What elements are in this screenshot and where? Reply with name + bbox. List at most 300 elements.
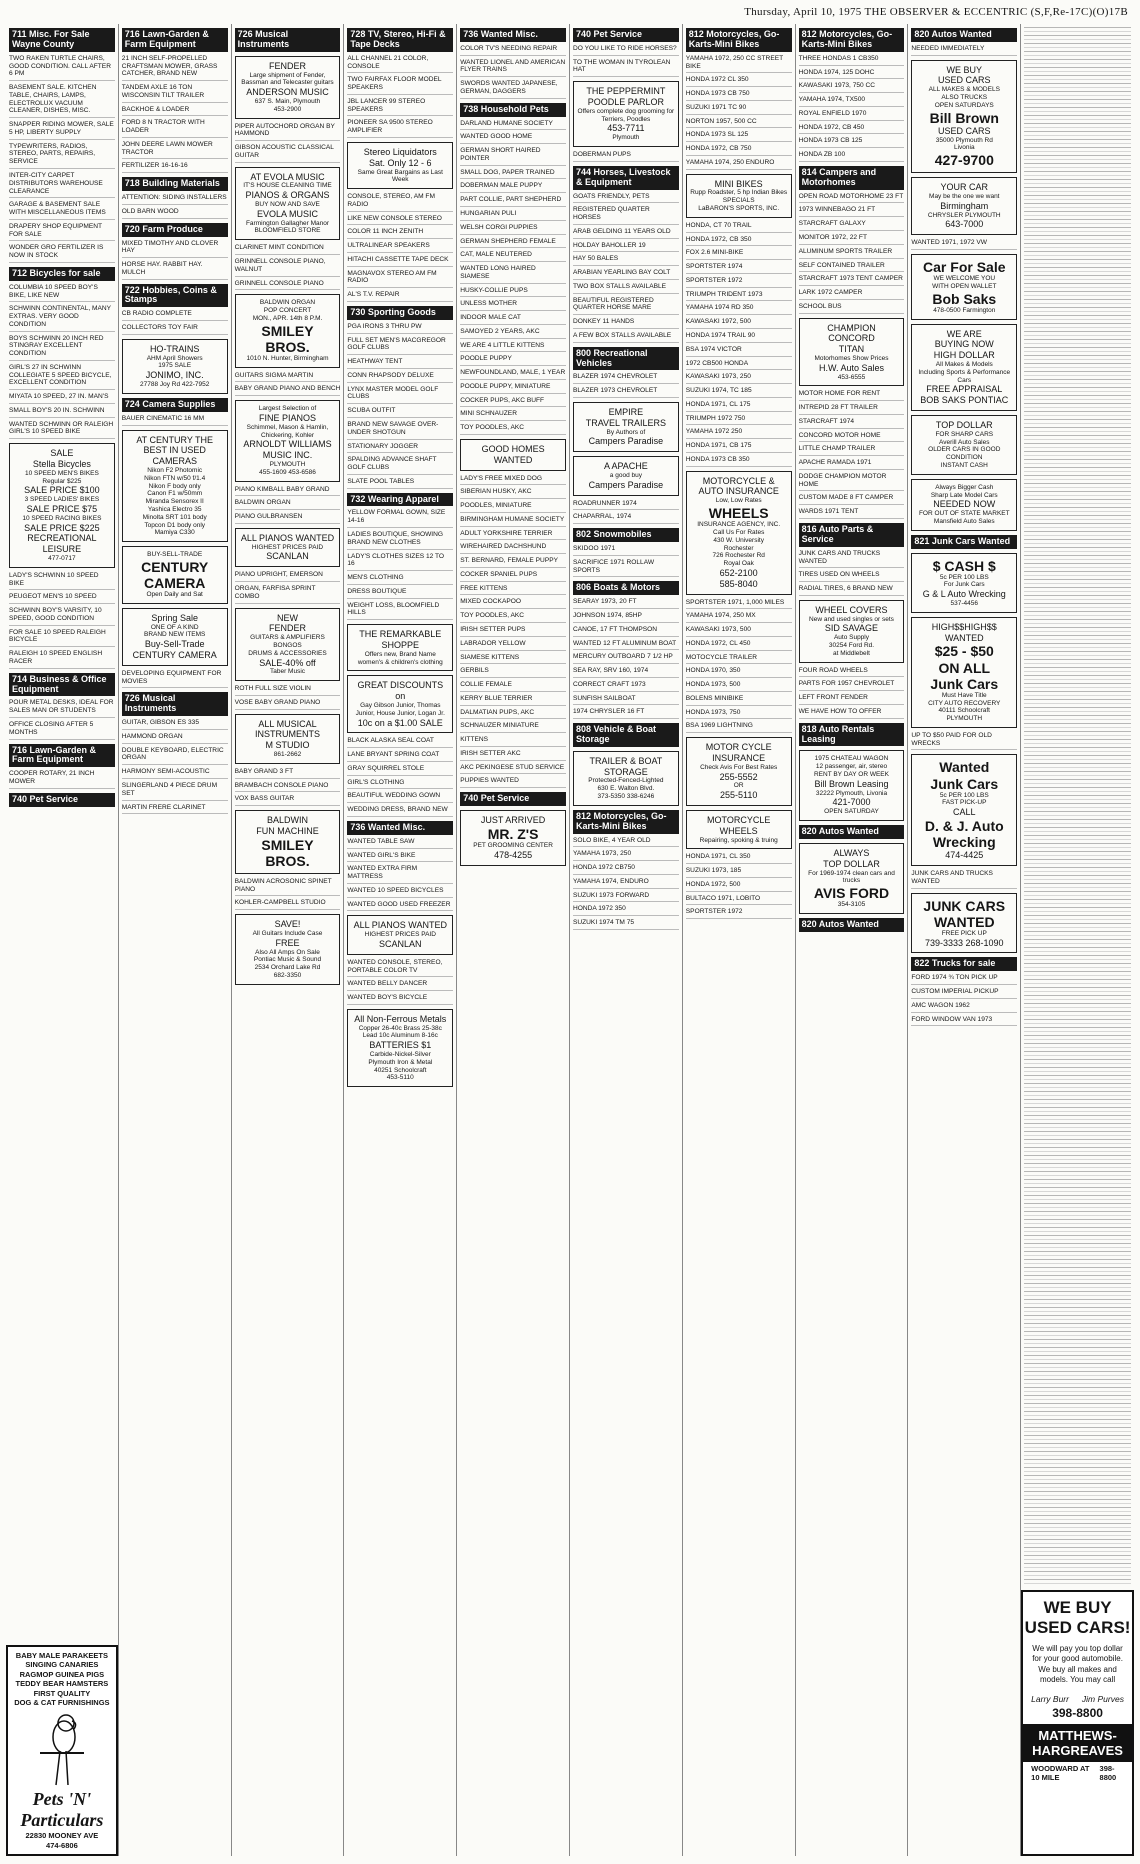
- classified-ad: MOTOCYCLE TRAILER: [686, 654, 792, 665]
- display-ad: [799, 600, 905, 663]
- display-ad-line: 354-3105: [837, 901, 866, 909]
- classified-ad: HONDA 1972 350: [573, 905, 679, 916]
- classified-ad: JUNK CARS AND TRUCKS WANTED: [799, 550, 905, 569]
- classified-ad: HITACHI CASSETTE TAPE DECK: [347, 256, 453, 267]
- display-ad-line: Averill Auto Sales: [939, 438, 990, 446]
- section-header: 806 Boats & Motors: [573, 581, 679, 595]
- section-header: 812 Motorcycles, Go-Karts-Mini Bikes: [686, 28, 792, 52]
- display-ad-line: IT'S HOUSE CLEANING TIME: [243, 182, 332, 190]
- display-ad: [911, 893, 1017, 954]
- display-ad-line: PLYMOUTH: [269, 460, 306, 468]
- dealer-phone: 398-8800: [1099, 1763, 1117, 1782]
- classified-ad: BACKHOE & LOADER: [122, 106, 228, 117]
- classified-ad: STARCRAFT 1974: [799, 418, 905, 429]
- display-ad-line: Pontiac Music & Sound: [253, 956, 322, 964]
- display-ad-line: BUY NOW AND SAVE: [255, 201, 320, 209]
- display-ad-line: Campers Paradise: [588, 436, 664, 447]
- display-ad: [122, 608, 228, 666]
- display-ad-line: WANTED: [944, 632, 984, 643]
- classified-ad: SKIDOO 1971: [573, 545, 679, 556]
- classified-ad: HOLDAY BAHOLLER 19: [573, 242, 679, 253]
- classified-ad: 21 INCH SELF-PROPELLED CRAFTSMAN MOWER, GRASS CATCHER, BRAND NEW: [122, 55, 228, 81]
- display-ad-line: 3 SPEED LADIES' BIKES: [24, 496, 100, 504]
- display-ad-line: RENT BY DAY OR WEEK: [813, 771, 889, 779]
- classified-ad: STARCRAFT GALAXY: [799, 220, 905, 231]
- classified-ad: KOHLER-CAMPBELL STUDIO: [235, 899, 341, 910]
- classified-ad: HAY 50 BALES: [573, 255, 679, 266]
- classified-ad: SPALDING ADVANCE SHAFT GOLF CLUBS: [347, 456, 453, 475]
- classified-ad: YAMAHA 1973, 250: [573, 850, 679, 861]
- section-header: 720 Farm Produce: [122, 223, 228, 237]
- classified-ad: WANTED 10 SPEED BICYCLES: [347, 887, 453, 898]
- classified-ad: FULL SET MEN'S MACGREGOR GOLF CLUBS: [347, 337, 453, 356]
- classified-ad: WANTED GIRL'S BIKE: [347, 852, 453, 863]
- classified-ad: DARLAND HUMANE SOCIETY: [460, 120, 566, 131]
- display-ad-line: Junk Cars: [930, 675, 999, 692]
- section-header: 712 Bicycles for sale: [9, 267, 115, 281]
- classified-ad: DONKEY 11 HANDS: [573, 318, 679, 329]
- classified-ad: ROTH FULL SIZE VIOLIN: [235, 685, 341, 696]
- classified-ad: BABY GRAND 3 FT: [235, 768, 341, 779]
- display-ad-line: Minolta SRT 101 body: [142, 513, 207, 521]
- classified-ad: 1974 CHRYSLER 16 FT: [573, 708, 679, 719]
- section-header: 716 Lawn-Garden & Farm Equipment: [122, 28, 228, 52]
- display-ad-line: TRAVEL TRAILERS: [585, 417, 667, 428]
- display-ad-line: ONE OF A KIND: [150, 623, 199, 631]
- classified-ad: THREE HONDAS 1 CB350: [799, 55, 905, 66]
- display-ad-line: ALL MUSICAL INSTRUMENTS: [254, 718, 320, 740]
- pets-ad-name: Pets 'N' Particulars: [20, 1789, 104, 1831]
- display-ad-line: CONCORD: [828, 333, 875, 344]
- display-ad-line: EVOLA MUSIC: [256, 208, 318, 219]
- display-ad-line: Spring Sale: [151, 612, 198, 623]
- display-ad-line: Must Have Title: [941, 691, 987, 699]
- display-ad-line: Wrecking: [932, 834, 996, 851]
- section-header: 722 Hobbies, Coins & Stamps: [122, 284, 228, 308]
- display-ad-line: ALL MAKES & MODELS: [928, 86, 1000, 94]
- classified-ad: YAMAHA 1974, 250 ENDURO: [686, 159, 792, 170]
- classified-ad: COCKER SPANIEL PUPS: [460, 571, 566, 582]
- classified-ad: DRAPERY SHOP EQUIPMENT FOR SALE: [9, 223, 115, 242]
- classified-ad: SNAPPER RIDING MOWER, SALE 5 HP, LIBERTY SUPPLY: [9, 121, 115, 140]
- classified-ad: GUITARS SIGMA MARTIN: [235, 372, 341, 383]
- classified-ad: HONDA 1974 TRAIL 90: [686, 332, 792, 343]
- display-ad-line: Open Daily and Sat: [146, 591, 203, 599]
- classified-ad: TWO BOX STALLS AVAILABLE: [573, 283, 679, 294]
- column-content: [122, 28, 228, 814]
- display-ad: [911, 553, 1017, 613]
- display-ad: [235, 528, 341, 567]
- classified-ad: GRINNELL CONSOLE PIANO, WALNUT: [235, 258, 341, 277]
- display-ad: [122, 339, 228, 394]
- classified-ad: BLACK ALASKA SEAL COAT: [347, 737, 453, 748]
- display-ad-line: 726 Rochester Rd: [712, 552, 765, 560]
- display-ad-line: Car For Sale: [923, 258, 1006, 275]
- section-header: 738 Household Pets: [460, 103, 566, 117]
- classified-ad: PIANO GULBRANSEN: [235, 513, 341, 524]
- classified-ad: SPORTSTER 1974: [686, 263, 792, 274]
- classified-ad: FOX 2.6 MINI-BIKE: [686, 249, 792, 260]
- display-ad-line: JUNK CARS: [923, 897, 1006, 914]
- classified-ad: HONDA 1973, 750: [686, 709, 792, 720]
- classified-ad: SCHWINN BOY'S VARSITY, 10 SPEED, GOOD CONDITION: [9, 607, 115, 626]
- classified-ad: SUZUKI 1974, TC 185: [686, 387, 792, 398]
- classified-ad: SMALL DOG, PAPER TRAINED: [460, 169, 566, 180]
- classified-ad: MIXED COCKAPOO: [460, 598, 566, 609]
- display-ad-line: FENDER: [268, 60, 306, 71]
- classified-ad: INTREPID 28 FT TRAILER: [799, 404, 905, 415]
- section-header: 800 Recreational Vehicles: [573, 347, 679, 371]
- display-ad-line: 10 SPEED RACING BIKES: [22, 514, 102, 522]
- classified-ad: A FEW BOX STALLS AVAILABLE: [573, 332, 679, 343]
- display-ad-line: TRAILER & BOAT STORAGE: [589, 755, 663, 777]
- classified-ad: LIKE NEW CONSOLE STEREO: [347, 215, 453, 226]
- display-ad-line: ALSO TRUCKS: [941, 94, 988, 102]
- display-ad-line: TOP DOLLAR: [935, 419, 993, 430]
- display-ad-line: SPECIALS: [722, 197, 755, 205]
- classified-ad: SELF CONTAINED TRAILER: [799, 262, 905, 273]
- classified-ad: CONSOLE, STEREO, AM FM RADIO: [347, 193, 453, 212]
- column-content: [686, 28, 792, 919]
- classified-ad: HONDA 1973 CB 125: [799, 137, 905, 148]
- classified-ad: PEUGEOT MEN'S 10 SPEED: [9, 593, 115, 604]
- classified-ad: TYPEWRITERS, RADIOS, STEREO, PARTS, REPAIRS, SERVICE: [9, 143, 115, 169]
- display-ad-line: CALL: [953, 807, 976, 818]
- display-ad-line: 2534 Orchard Lake Rd: [254, 964, 321, 972]
- classified-ad: GIRL'S 27 IN SCHWINN COLLEGIATE 5 SPEED BICYCLE, EXCELLENT CONDITION: [9, 364, 115, 390]
- display-ad-line: Nikon F body only: [148, 482, 201, 490]
- classified-ad: KAWASAKI 1973, 250: [686, 373, 792, 384]
- column-4: [344, 24, 457, 1856]
- pets-ad-line: SINGING CANARIES: [25, 1660, 99, 1670]
- column-7: [683, 24, 796, 1856]
- column-content: [347, 28, 453, 1087]
- column-9: [908, 24, 1021, 1856]
- display-ad-line: 373-5350 338-6246: [597, 793, 655, 801]
- classified-ad: AL'S T.V. REPAIR: [347, 291, 453, 302]
- classified-ad: WARDS 1971 TENT: [799, 508, 905, 519]
- display-ad-line: 10 SPEED MEN'S BIKES: [24, 469, 99, 477]
- fine-print-listings: [1024, 24, 1131, 1586]
- display-ad-line: Nikon F2 Photomic: [147, 466, 203, 474]
- display-ad-line: SAVE!: [274, 919, 301, 930]
- classified-ad: ARABIAN YEARLING BAY COLT: [573, 269, 679, 280]
- classified-ad: MINI SCHNAUZER: [460, 410, 566, 421]
- display-ad-line: OPEN SATURDAYS: [934, 101, 994, 109]
- display-ad-line: Sat. Only 12 - 6: [369, 157, 432, 168]
- classified-ad: ATTENTION: SIDING INSTALLERS: [122, 194, 228, 205]
- display-ad-line: Schimmel, Mason & Hamlin, Chickering, Kohler: [246, 423, 329, 439]
- display-ad-line: WE BUY: [946, 64, 983, 75]
- display-ad-line: OLDER CARS IN GOOD CONDITION: [928, 446, 1001, 462]
- dealer-address: WOODWARD AT 10 MILE: [1031, 1763, 1090, 1782]
- classified-ad: MERCURY OUTBOARD 7 1/2 HP: [573, 653, 679, 664]
- display-ad-line: FAST PICK-UP: [942, 799, 987, 807]
- display-ad-line: Repairing, spoking & truing: [699, 836, 778, 844]
- display-ad-line: WE ARE: [946, 328, 982, 339]
- display-ad: [347, 915, 453, 954]
- classified-ad: FORD 1974 ¾ TON PICK UP: [911, 974, 1017, 985]
- masthead-text: Thursday, April 10, 1975 THE OBSERVER & ECCENTRIC (S,F,Re-17C)(O)17B: [744, 6, 1128, 18]
- classified-ad: TIRES USED ON WHEELS: [799, 571, 905, 582]
- display-ad-line: Wanted: [939, 759, 990, 776]
- classified-ad: WANTED EXTRA FIRM MATTRESS: [347, 865, 453, 884]
- classified-ad: COCKER PUPS, AKC BUFF: [460, 397, 566, 408]
- classified-ad: TOY POODLES, AKC: [460, 424, 566, 435]
- display-ad-line: Buy-Sell-Trade: [144, 639, 205, 650]
- column-content: [460, 28, 566, 866]
- display-ad-line: All Guitars Include Case: [252, 930, 323, 937]
- section-header: 808 Vehicle & Boat Storage: [573, 723, 679, 747]
- classified-ad: MAGNAVOX STEREO AM FM RADIO: [347, 270, 453, 289]
- we-buy-phone: 398-8800: [1052, 1705, 1103, 1720]
- classified-ad: AMC WAGON 1962: [911, 1002, 1017, 1013]
- classified-ad: ALL CHANNEL 21 COLOR, CONSOLE: [347, 55, 453, 74]
- display-ad-line: BUY-SELL-TRADE: [147, 551, 203, 559]
- display-ad-line: Taber Music: [269, 668, 306, 676]
- display-ad-line: FOR SHARP CARS: [935, 430, 994, 438]
- classified-ad: WANTED SCHWINN OR RALEIGH GIRL'S 10 SPEED BIKE: [9, 421, 115, 440]
- display-ad-line: WANTED: [933, 913, 995, 930]
- display-ad-line: 27788 Joy Rd 422-7952: [140, 381, 210, 389]
- classified-ad: SEA RAY, SRV 160, 1974: [573, 667, 679, 678]
- classified-ad: WANTED BOY'S BICYCLE: [347, 994, 453, 1005]
- classified-ad: BSA 1974 VICTOR: [686, 346, 792, 357]
- classified-ad: STARCRAFT 1973 TENT CAMPER: [799, 275, 905, 286]
- display-ad-line: JONIMO, INC.: [145, 370, 204, 381]
- dealer-name: MATTHEWS-HARGREAVES: [1023, 1724, 1132, 1762]
- display-ad-line: MOTORCYCLE WHEELS: [707, 814, 771, 836]
- display-ad-line: AHM April Showers: [146, 354, 203, 362]
- classified-ad: LADY'S FREE MIXED DOG: [460, 475, 566, 486]
- classified-ad: ORGAN, FARFISA SPRINT COMBO: [235, 585, 341, 604]
- classified-ad: SPORTSTER 1972: [686, 277, 792, 288]
- display-ad: [235, 914, 341, 985]
- display-ad-line: Royal Oak: [723, 560, 754, 568]
- display-ad: [122, 546, 228, 604]
- display-ad-line: 682-3350: [273, 971, 302, 979]
- classified-ad: WIREHAIRED DACHSHUND: [460, 543, 566, 554]
- display-ad-line: Low, Low Rates: [715, 497, 762, 505]
- classified-ad: WONDER GRO FERTILIZER IS NOW IN STOCK: [9, 244, 115, 263]
- display-ad-line: Stella Bicycles: [32, 459, 91, 470]
- display-ad-line: AT EVOLA MUSIC: [250, 171, 325, 182]
- display-ad-line: CHAMPION: [827, 322, 876, 333]
- display-ad-line: Birmingham: [940, 200, 989, 211]
- classified-ad: FORD WINDOW VAN 1973: [911, 1016, 1017, 1027]
- classified-ad: PART COLLIE, PART SHEPHERD: [460, 196, 566, 207]
- display-ad-line: 585-8040: [719, 578, 758, 589]
- classified-ad: KAWASAKI 1973, 500: [686, 626, 792, 637]
- display-ad-line: ALL PIANOS WANTED: [353, 920, 447, 931]
- display-ad-line: SMILEY BROS.: [261, 836, 314, 869]
- display-ad-line: 453-5110: [386, 1074, 414, 1082]
- classified-ad: COOPER ROTARY, 21 INCH MOWER: [9, 770, 115, 789]
- display-ad: [911, 177, 1017, 235]
- section-header: 730 Sporting Goods: [347, 306, 453, 320]
- display-ad-line: JUST ARRIVED: [480, 815, 546, 826]
- display-ad-line: SID SAVAGE: [824, 623, 879, 634]
- classified-ad: SUNFISH SAILBOAT: [573, 695, 679, 706]
- classified-ad: YAMAHA 1974, 250 MX: [686, 612, 792, 623]
- display-ad-line: MINI BIKES: [714, 178, 763, 189]
- classified-ad: PUPPIES WANTED: [460, 777, 566, 788]
- display-ad-line: WITH OPEN WALLET: [932, 282, 997, 290]
- display-ad: [235, 810, 341, 874]
- classified-ad: BLAZER 1973 CHEVROLET: [573, 387, 679, 398]
- classified-ad: POODLE PUPPY, MINIATURE: [460, 383, 566, 394]
- classified-ad: ST. BERNARD, FEMALE PUPPY: [460, 557, 566, 568]
- display-ad-line: Large shipment of Fender, Bassman and Telecaster guitars: [241, 71, 334, 87]
- display-ad-line: Yashica Electro 35: [147, 505, 202, 513]
- classified-ad: PARTS FOR 1957 CHEVROLET: [799, 680, 905, 691]
- display-ad-line: FINE PIANOS: [258, 412, 316, 423]
- classified-ad: HONDA 1974, 125 DOHC: [799, 69, 905, 80]
- classified-ad: BULTACO 1971, LOBITO: [686, 895, 792, 906]
- display-ad-line: 30254 Ford Rd.: [828, 642, 875, 650]
- display-ad-line: Campers Paradise: [588, 479, 664, 490]
- display-ad: [911, 254, 1017, 320]
- classified-ad: MOTOR HOME FOR RENT: [799, 390, 905, 401]
- pets-n-particulars-ad: [6, 1645, 118, 1856]
- display-ad-line: SALE PRICE $75: [26, 504, 98, 515]
- display-ad-line: Bill Brown: [929, 109, 999, 126]
- classified-ad: COLLIE FEMALE: [460, 681, 566, 692]
- display-ad-line: G & L Auto Wrecking: [922, 589, 1006, 600]
- display-ad-line: Always Bigger Cash: [935, 483, 994, 491]
- display-ad-line: BOB SAKS PONTIAC: [920, 395, 1009, 406]
- classified-ad: WANTED LIONEL AND AMERICAN FLYER TRAINS: [460, 59, 566, 78]
- display-ad: [911, 415, 1017, 475]
- display-ad-line: ALWAYS: [833, 847, 870, 858]
- classified-ad: PIONEER SA 9500 STEREO AMPLIFIER: [347, 119, 453, 138]
- display-ad-line: 478-0500 Farmington: [933, 306, 996, 314]
- classified-ad: HONDA 1973, 500: [686, 681, 792, 692]
- section-header: 822 Trucks for sale: [911, 957, 1017, 971]
- classified-ad: 1972 CB500 HONDA: [686, 360, 792, 371]
- display-ad-line: Check Avis For Best Rates: [700, 763, 778, 771]
- display-ad-line: SCANLAN: [266, 551, 309, 562]
- display-ad-line: HIGH$$HIGH$$: [931, 621, 997, 632]
- classified-ad: LYNX MASTER MODEL GOLF CLUBS: [347, 386, 453, 405]
- display-ad-line: Same Great Bargains as Last Week: [357, 168, 443, 184]
- display-ad-line: $ CASH $: [932, 557, 996, 574]
- display-ad-line: BATTERIES $1: [369, 1040, 432, 1051]
- display-ad-line: 739-3333 268-1090: [924, 937, 1004, 948]
- display-ad-line: 861-2662: [273, 751, 302, 759]
- display-ad-line: 40111 Schoolcraft: [938, 707, 990, 715]
- classified-ad: SUZUKI 1973, 185: [686, 867, 792, 878]
- classified-ad: HONDA ZB 100: [799, 151, 905, 162]
- classified-ad: TRIUMPH TRIDENT 1973: [686, 291, 792, 302]
- display-ad-line: 477-0717: [48, 555, 76, 562]
- display-ad: [911, 754, 1017, 866]
- classified-ad: OPEN ROAD MOTORHOME 23 FT: [799, 193, 905, 204]
- display-ad-line: Bill Brown Leasing: [814, 778, 889, 789]
- display-ad-line: BLOOMFIELD STORE: [254, 227, 321, 235]
- display-ad-line: BONGOS: [273, 641, 302, 649]
- column-3: [232, 24, 345, 1856]
- section-header: 736 Wanted Misc.: [347, 821, 453, 835]
- section-header: 820 Autos Wanted: [799, 825, 905, 839]
- classified-ad: PIANO UPRIGHT, EMERSON: [235, 571, 341, 582]
- classified-ad: GIRL'S CLOTHING: [347, 779, 453, 790]
- display-ad-line: Carbide-Nickel-Silver: [369, 1051, 431, 1059]
- display-ad-line: Junk Cars: [930, 775, 999, 792]
- classified-ad: OFFICE CLOSING AFTER 5 MONTHS: [9, 721, 115, 740]
- classified-ad: SCHWINN CONTINENTAL, MANY EXTRAS. VERY GOOD CONDITION: [9, 305, 115, 331]
- classified-ad: CHAPARRAL, 1974: [573, 513, 679, 524]
- display-ad-line: All Non-Ferrous Metals: [354, 1013, 447, 1024]
- classified-ad: SEARAY 1973, 20 FT: [573, 598, 679, 609]
- classified-ad: HONDA 1972, 500: [686, 881, 792, 892]
- classified-ad: SUZUKI 1973 FORWARD: [573, 892, 679, 903]
- pets-ad-line: FIRST QUALITY: [33, 1688, 91, 1698]
- display-ad-line: 1975 CHATEAU WAGON: [814, 755, 889, 763]
- classified-ad: SACRIFICE 1971 ROLLAW SPORTS: [573, 559, 679, 578]
- display-ad-line: 40251 Schoolcraft: [374, 1066, 427, 1074]
- classified-ad: HUSKY-COLLIE PUPS: [460, 287, 566, 298]
- display-ad: [347, 142, 453, 189]
- classified-ad: LADIES BOUTIQUE, SHOWING BRAND NEW CLOTHES: [347, 531, 453, 550]
- classified-ad: WANTED GOOD USED FREEZER: [347, 901, 453, 912]
- classified-ad: GIBSON ACOUSTIC CLASSICAL GUITAR: [235, 144, 341, 163]
- classified-ad: LANE BRYANT SPRING COAT: [347, 751, 453, 762]
- display-ad-line: 637 S. Main, Plymouth: [254, 97, 321, 105]
- display-ad-line: DRUMS & ACCESSORIES: [248, 649, 327, 657]
- classified-ad: BRAMBACH CONSOLE PIANO: [235, 782, 341, 793]
- section-header: 816 Auto Parts & Service: [799, 523, 905, 547]
- section-header: 820 Autos Wanted: [799, 918, 905, 932]
- display-ad-line: FENDER: [268, 623, 306, 634]
- display-ad-line: Canon F1 w/50mm: [147, 490, 203, 498]
- display-ad-line: WE WELCOME YOU: [933, 275, 996, 283]
- we-buy-body: We will pay you top dollar for your good automobile. We buy all makes and models. You may call: [1032, 1644, 1123, 1685]
- classified-ad: RADIAL TIRES, 6 BRAND NEW: [799, 585, 905, 596]
- display-ad-line: BALDWIN: [266, 815, 308, 826]
- classified-ad: BEAUTIFUL REGISTERED QUARTER HORSE MARE: [573, 297, 679, 316]
- classified-ad: HONDA 1972, CL 450: [686, 640, 792, 651]
- display-ad-line: BRAND NEW ITEMS: [143, 631, 206, 639]
- display-ad-line: SCANLAN: [379, 938, 422, 949]
- display-ad-line: NEEDED NOW: [933, 499, 996, 510]
- classified-ad: SLINGERLAND 4 PIECE DRUM SET: [122, 782, 228, 801]
- display-ad-line: 32222 Plymouth, Livonia: [815, 789, 888, 797]
- classified-ad: SOLO BIKE, 4 YEAR OLD: [573, 837, 679, 848]
- display-ad-line: Offers new, Brand Name women's & children's clothing: [357, 650, 443, 666]
- display-ad-line: Farmington Gallagher Manor: [245, 219, 330, 227]
- display-ad-line: at Middlebelt: [833, 649, 870, 657]
- section-header: 711 Misc. For Sale Wayne County: [9, 28, 115, 52]
- display-ad-line: 10c on a $1.00 SALE: [357, 717, 443, 728]
- display-ad-line: FUN MACHINE: [256, 825, 319, 836]
- classified-ad: SCUBA OUTFIT: [347, 407, 453, 418]
- display-ad-line: Lead 10c Aluminum 8-16c: [362, 1032, 438, 1040]
- display-ad-line: Plymouth: [612, 134, 640, 142]
- section-header: 812 Motorcycles, Go-Karts-Mini Bikes: [573, 810, 679, 834]
- section-header: 802 Snowmobiles: [573, 528, 679, 542]
- classified-ad: COLOR 11 INCH ZENITH: [347, 228, 453, 239]
- column-1: [6, 24, 119, 1856]
- display-ad-line: HIGHEST PRICES PAID: [364, 931, 436, 939]
- classified-ad: NEEDED IMMEDIATELY: [911, 45, 1017, 56]
- display-ad-line: ARNOLDT WILLIAMS MUSIC INC.: [243, 439, 332, 461]
- classified-ad: VOX BASS GUITAR: [235, 795, 341, 806]
- classified-ad: HONDA 1972 CL 350: [686, 76, 792, 87]
- display-ad-line: New and used singles or sets: [809, 615, 894, 623]
- classified-ad: HONDA 1972, CB 450: [799, 124, 905, 135]
- display-ad: [686, 174, 792, 218]
